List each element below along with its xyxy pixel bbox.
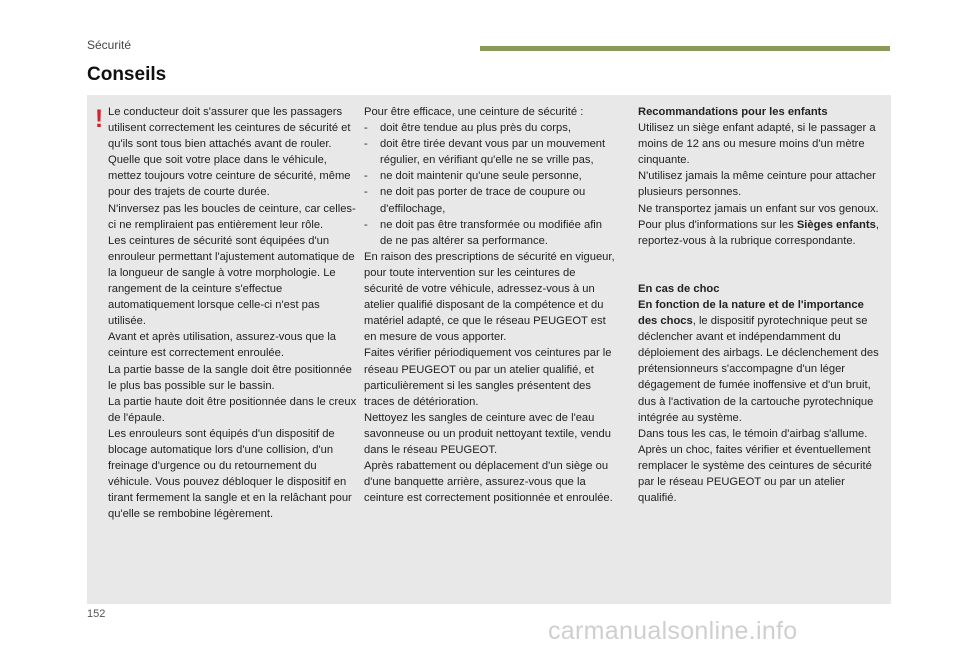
list-item xyxy=(364,168,616,184)
paragraph: La partie basse de la sangle doit être positionnée le plus bas possible sur le bassin. xyxy=(108,363,352,392)
paragraph: Pour être efficace, une ceinture de sécurité : xyxy=(364,106,584,118)
paragraph: Les ceintures de sécurité sont équipées d'un enrouleur permettant l'ajustement automatique de la longueur de sangle à votre morphologie. Le rangement de la ceinture s'effectue automatiquement lorsque celle-ci n'est pas utilisée. xyxy=(108,234,355,328)
paragraph: Dans tous les cas, le témoin d'airbag s'allume. xyxy=(638,427,868,440)
text-run: Pour plus d'informations sur les xyxy=(638,218,797,231)
paragraph: Avant et après utilisation, assurez-vous que la ceinture est correctement enroulée. xyxy=(108,331,337,360)
list-item-text: ne doit pas être transformée ou modifiée afin de ne pas altérer sa performance. xyxy=(380,218,603,247)
page-title: Conseils xyxy=(87,64,167,85)
section-label: Sécurité xyxy=(87,38,132,52)
column-2 xyxy=(364,104,616,506)
list-item-text: ne doit pas porter de trace de coupure ou d'effilochage, xyxy=(380,186,586,215)
paragraph: Après un choc, faites vérifier et éventuellement remplacer le système des ceintures de sécurité par le réseau PEUGEOT ou par un atelier qualifié. xyxy=(638,443,872,505)
watermark: carmanualsonline.info xyxy=(548,617,798,645)
children-heading: Recommandations pour les enfants xyxy=(638,106,828,118)
paragraph: Utilisez un siège enfant adapté, si le passager a moins de 12 ans ou mesure moins d'un mètre cinquante. xyxy=(638,122,876,167)
paragraph xyxy=(638,297,886,426)
text-run: , reportez-vous à la rubrique correspondante. xyxy=(638,218,879,247)
paragraph: Quelle que soit votre place dans le véhicule, mettez toujours votre ceinture de sécurité, même pour des trajets de courte durée. xyxy=(108,154,351,199)
list-item xyxy=(364,136,616,168)
paragraph: La partie haute doit être positionnée dans le creux de l'épaule. xyxy=(108,395,357,424)
paragraph: Faites vérifier périodiquement vos ceintures par le réseau PEUGEOT ou par un atelier qualifié, et particulièrement si les sangles présentent des traces de détérioration. xyxy=(364,347,612,408)
paragraph: Ne transportez jamais un enfant sur vos genoux. xyxy=(638,202,879,215)
paragraph: N'utilisez jamais la même ceinture pour attacher plusieurs personnes. xyxy=(638,170,876,199)
bullet-marker: - xyxy=(364,218,368,231)
crash-heading: En cas de choc xyxy=(638,282,720,295)
text-run-bold: En fonction de la nature et de l'importance des chocs xyxy=(638,298,864,328)
list-item-text: doit être tirée devant vous par un mouvement régulier, en vérifiant qu'elle ne se vrille pas, xyxy=(380,138,606,167)
list-item xyxy=(364,120,616,136)
list-item-text: doit être tendue au plus près du corps, xyxy=(380,122,571,135)
bullet-marker: - xyxy=(364,170,368,183)
page-number: 152 xyxy=(87,608,106,620)
paragraph: Nettoyez les sangles de ceinture avec de l'eau savonneuse ou un produit nettoyant textile, vendu dans le réseau PEUGEOT. xyxy=(364,411,611,456)
paragraph: Les enrouleurs sont équipés d'un dispositif de blocage automatique lors d'une collision, d'un freinage d'urgence ou du retournement du véhicule. Vous pouvez débloquer le dispositif en tirant fermement la sangle et en la relâchant pour qu'elle se rembobine légèrement. xyxy=(108,427,352,521)
paragraph: Après rabattement ou déplacement d'un siège ou d'une banquette arrière, assurez-vous que la ceinture est correctement positionnée et enroulée. xyxy=(364,460,613,505)
bullet-marker: - xyxy=(364,186,368,199)
list-item xyxy=(364,184,616,216)
paragraph: N'inversez pas les boucles de ceinture, car celles-ci ne rempliraient pas entièrement leur rôle. xyxy=(108,202,356,231)
warning-icon: ! xyxy=(94,105,104,133)
paragraph: Le conducteur doit s'assurer que les passagers utilisent correctement les ceintures de sécurité et qu'ils sont tous bien attachés avant de rouler. xyxy=(108,106,351,151)
bullet-marker: - xyxy=(364,122,368,135)
paragraph: En raison des prescriptions de sécurité en vigueur, pour toute intervention sur les ceintures de sécurité de votre véhicule, adressez-vous à un atelier qualifié disposant de la compétence et du matériel adapté, ce que le réseau PEUGEOT est en mesure de vous apporter. xyxy=(364,250,615,344)
bullet-marker: - xyxy=(364,138,368,151)
column-1 xyxy=(108,104,358,522)
column-3 xyxy=(638,104,886,506)
paragraph xyxy=(638,217,886,249)
list-item xyxy=(364,217,616,249)
text-run: , le dispositif pyrotechnique peut se déclencher avant et indépendamment du déploiement des airbags. Le déclenchement des prétensionneurs s'accompagne d'un léger dégagement de fumée inoffensive et d'un bruit, dus à l'activation de la cartouche pyrotechnique intégrée au système. xyxy=(638,315,879,424)
list-item-text: ne doit maintenir qu'une seule personne, xyxy=(380,170,582,183)
section-accent-bar xyxy=(480,46,890,51)
text-run-bold: Sièges enfants xyxy=(796,218,876,231)
